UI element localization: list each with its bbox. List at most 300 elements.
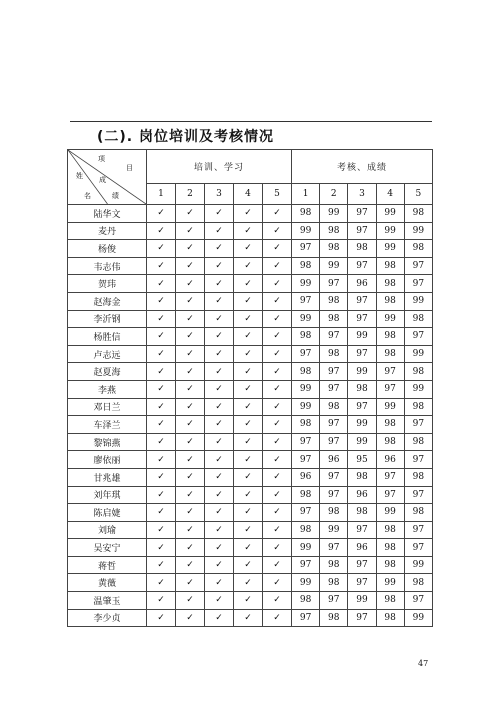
assessment-score: 98: [320, 609, 348, 627]
training-header: 培训、学习: [147, 150, 292, 184]
table-row: [68, 292, 433, 310]
training-check: [263, 240, 292, 258]
employee-name: 温肇玉: [68, 592, 147, 610]
assessment-score: 99: [320, 257, 348, 275]
checkmark-icon: ✓: [215, 296, 223, 307]
checkmark-icon: ✓: [273, 437, 281, 448]
training-check: [205, 380, 234, 398]
assessment-score: 97: [404, 486, 432, 504]
training-check: [205, 468, 234, 486]
assessment-score: 98: [292, 257, 320, 275]
assessment-score: 98: [348, 504, 376, 522]
corner-item-char-2: 目: [126, 164, 133, 172]
assessment-score: 97: [348, 521, 376, 539]
assessment-score: 98: [376, 609, 404, 627]
checkmark-icon: ✓: [157, 208, 165, 219]
training-check: [176, 416, 205, 434]
assessment-score: 98: [320, 504, 348, 522]
training-check: [263, 345, 292, 363]
checkmark-icon: ✓: [273, 261, 281, 272]
training-check: [176, 310, 205, 328]
assessment-score: 98: [320, 292, 348, 310]
checkmark-icon: ✓: [273, 612, 281, 623]
checkmark-icon: ✓: [215, 524, 223, 535]
checkmark-icon: ✓: [186, 595, 194, 606]
training-check: [147, 609, 176, 627]
checkmark-icon: ✓: [273, 560, 281, 571]
checkmark-icon: ✓: [215, 489, 223, 500]
training-check: [205, 592, 234, 610]
training-check: [147, 539, 176, 557]
training-check: [234, 380, 263, 398]
checkmark-icon: ✓: [157, 331, 165, 342]
checkmark-icon: ✓: [244, 489, 252, 500]
checkmark-icon: ✓: [215, 243, 223, 254]
assessment-score: 98: [292, 592, 320, 610]
assessment-score: 99: [376, 205, 404, 223]
checkmark-icon: ✓: [186, 419, 194, 430]
training-check: [205, 363, 234, 381]
assessment-score: 97: [320, 468, 348, 486]
checkmark-icon: ✓: [273, 489, 281, 500]
assessment-score: 97: [320, 416, 348, 434]
training-check: [234, 504, 263, 522]
training-check: [176, 240, 205, 258]
assessment-score: 97: [404, 328, 432, 346]
training-check: [176, 609, 205, 627]
training-check: [176, 486, 205, 504]
employee-name: 李燕: [68, 380, 147, 398]
assessment-score: 99: [376, 240, 404, 258]
training-check: [176, 433, 205, 451]
assessment-score: 97: [292, 292, 320, 310]
training-check: [263, 363, 292, 381]
checkmark-icon: ✓: [215, 595, 223, 606]
training-check: [263, 433, 292, 451]
checkmark-icon: ✓: [157, 437, 165, 448]
table-row: [68, 275, 433, 293]
checkmark-icon: ✓: [157, 366, 165, 377]
assessment-score: 97: [320, 275, 348, 293]
assessment-score: 98: [320, 240, 348, 258]
assessment-score: 97: [404, 257, 432, 275]
table-row: [68, 257, 433, 275]
training-check: [263, 257, 292, 275]
assessment-score: 97: [404, 451, 432, 469]
checkmark-icon: ✓: [186, 243, 194, 254]
assessment-score: 97: [376, 363, 404, 381]
training-check: [147, 398, 176, 416]
checkmark-icon: ✓: [273, 366, 281, 377]
checkmark-icon: ✓: [244, 331, 252, 342]
training-check: [234, 275, 263, 293]
employee-name: 车泽兰: [68, 416, 147, 434]
table-row: [68, 205, 433, 223]
table-row: [68, 609, 433, 627]
corner-score-char-1: 成: [99, 176, 106, 184]
assessment-score: 98: [404, 504, 432, 522]
employee-name: 甘兆雄: [68, 468, 147, 486]
section-title: (二). 岗位培训及考核情况: [97, 129, 274, 145]
assessment-score: 98: [376, 345, 404, 363]
assessment-score: 99: [320, 205, 348, 223]
assessment-score: 98: [404, 574, 432, 592]
table-row: [68, 574, 433, 592]
training-check: [263, 574, 292, 592]
checkmark-icon: ✓: [157, 401, 165, 412]
training-col-header: 4: [234, 184, 263, 205]
assessment-score: 98: [404, 205, 432, 223]
assessment-col-header: 4: [376, 184, 404, 205]
training-check: [176, 222, 205, 240]
checkmark-icon: ✓: [244, 577, 252, 588]
table-row: [68, 310, 433, 328]
table-row: [68, 451, 433, 469]
checkmark-icon: ✓: [244, 384, 252, 395]
checkmark-icon: ✓: [244, 278, 252, 289]
table-row: [68, 521, 433, 539]
training-col-header: 1: [147, 184, 176, 205]
assessment-score: 99: [404, 292, 432, 310]
training-check: [147, 310, 176, 328]
training-check: [234, 451, 263, 469]
assessment-score: 98: [320, 556, 348, 574]
checkmark-icon: ✓: [215, 401, 223, 412]
training-assessment-table: [67, 149, 433, 627]
checkmark-icon: ✓: [215, 208, 223, 219]
assessment-score: 99: [292, 574, 320, 592]
training-check: [234, 205, 263, 223]
training-check: [263, 222, 292, 240]
training-check: [234, 433, 263, 451]
assessment-score: 98: [320, 574, 348, 592]
training-check: [234, 574, 263, 592]
training-check: [147, 205, 176, 223]
checkmark-icon: ✓: [215, 560, 223, 571]
assessment-score: 99: [376, 574, 404, 592]
training-check: [234, 609, 263, 627]
checkmark-icon: ✓: [186, 454, 194, 465]
checkmark-icon: ✓: [244, 313, 252, 324]
training-check: [205, 539, 234, 557]
checkmark-icon: ✓: [215, 542, 223, 553]
checkmark-icon: ✓: [157, 454, 165, 465]
table-row: [68, 468, 433, 486]
checkmark-icon: ✓: [157, 419, 165, 430]
checkmark-icon: ✓: [186, 472, 194, 483]
assessment-score: 95: [348, 451, 376, 469]
assessment-score: 98: [292, 416, 320, 434]
assessment-score: 97: [348, 574, 376, 592]
corner-score-char-2: 绩: [112, 192, 119, 200]
employee-name: 陈启婕: [68, 504, 147, 522]
table-row: [68, 433, 433, 451]
checkmark-icon: ✓: [244, 261, 252, 272]
checkmark-icon: ✓: [244, 612, 252, 623]
training-check: [263, 504, 292, 522]
checkmark-icon: ✓: [215, 313, 223, 324]
training-check: [263, 592, 292, 610]
employee-name: 蒋哲: [68, 556, 147, 574]
training-check: [147, 416, 176, 434]
employee-name: 贺玮: [68, 275, 147, 293]
checkmark-icon: ✓: [186, 437, 194, 448]
employee-name: 廖依丽: [68, 451, 147, 469]
checkmark-icon: ✓: [215, 454, 223, 465]
training-check: [263, 310, 292, 328]
assessment-score: 97: [292, 345, 320, 363]
assessment-score: 98: [320, 222, 348, 240]
training-check: [176, 539, 205, 557]
assessment-score: 98: [404, 240, 432, 258]
checkmark-icon: ✓: [273, 296, 281, 307]
training-check: [205, 398, 234, 416]
checkmark-icon: ✓: [244, 243, 252, 254]
table-row: [68, 504, 433, 522]
training-check: [147, 345, 176, 363]
assessment-col-header: 2: [320, 184, 348, 205]
training-check: [176, 521, 205, 539]
checkmark-icon: ✓: [273, 225, 281, 236]
assessment-score: 98: [376, 275, 404, 293]
training-check: [234, 292, 263, 310]
checkmark-icon: ✓: [215, 437, 223, 448]
checkmark-icon: ✓: [215, 507, 223, 518]
checkmark-icon: ✓: [157, 472, 165, 483]
checkmark-icon: ✓: [215, 225, 223, 236]
training-check: [176, 574, 205, 592]
assessment-score: 99: [292, 310, 320, 328]
checkmark-icon: ✓: [186, 489, 194, 500]
checkmark-icon: ✓: [244, 401, 252, 412]
training-check: [234, 398, 263, 416]
training-check: [147, 292, 176, 310]
training-check: [147, 486, 176, 504]
employee-name: 赵夏海: [68, 363, 147, 381]
training-check: [234, 328, 263, 346]
assessment-score: 99: [376, 398, 404, 416]
training-check: [176, 257, 205, 275]
training-check: [147, 275, 176, 293]
table-row: [68, 539, 433, 557]
table-row: [68, 345, 433, 363]
checkmark-icon: ✓: [244, 472, 252, 483]
checkmark-icon: ✓: [186, 208, 194, 219]
employee-name: 邓日兰: [68, 398, 147, 416]
training-check: [205, 257, 234, 275]
assessment-score: 98: [376, 292, 404, 310]
training-check: [147, 556, 176, 574]
checkmark-icon: ✓: [186, 612, 194, 623]
training-check: [205, 205, 234, 223]
checkmark-icon: ✓: [215, 349, 223, 360]
checkmark-icon: ✓: [157, 612, 165, 623]
checkmark-icon: ✓: [244, 349, 252, 360]
employee-name: 韦志伟: [68, 257, 147, 275]
checkmark-icon: ✓: [186, 313, 194, 324]
assessment-score: 97: [348, 310, 376, 328]
assessment-score: 96: [348, 539, 376, 557]
assessment-score: 98: [292, 363, 320, 381]
training-check: [234, 310, 263, 328]
training-col-header: 5: [263, 184, 292, 205]
training-check: [205, 275, 234, 293]
checkmark-icon: ✓: [273, 208, 281, 219]
assessment-score: 96: [376, 451, 404, 469]
checkmark-icon: ✓: [157, 349, 165, 360]
training-check: [263, 539, 292, 557]
assessment-score: 96: [320, 451, 348, 469]
checkmark-icon: ✓: [273, 595, 281, 606]
training-check: [205, 574, 234, 592]
assessment-score: 97: [348, 556, 376, 574]
training-check: [234, 222, 263, 240]
employee-name: 杨胜信: [68, 328, 147, 346]
assessment-score: 98: [348, 468, 376, 486]
training-check: [147, 363, 176, 381]
training-check: [176, 275, 205, 293]
checkmark-icon: ✓: [157, 489, 165, 500]
training-check: [176, 328, 205, 346]
checkmark-icon: ✓: [215, 261, 223, 272]
assessment-score: 98: [404, 363, 432, 381]
training-check: [234, 468, 263, 486]
checkmark-icon: ✓: [215, 384, 223, 395]
checkmark-icon: ✓: [186, 524, 194, 535]
training-check: [263, 451, 292, 469]
training-check: [176, 468, 205, 486]
assessment-score: 97: [348, 345, 376, 363]
assessment-score: 97: [348, 609, 376, 627]
training-check: [263, 205, 292, 223]
assessment-score: 96: [348, 275, 376, 293]
assessment-score: 99: [376, 504, 404, 522]
training-check: [176, 345, 205, 363]
checkmark-icon: ✓: [215, 331, 223, 342]
assessment-score: 98: [320, 310, 348, 328]
assessment-score: 97: [320, 380, 348, 398]
assessment-score: 99: [292, 539, 320, 557]
training-check: [176, 205, 205, 223]
assessment-score: 97: [404, 539, 432, 557]
training-check: [234, 539, 263, 557]
checkmark-icon: ✓: [215, 366, 223, 377]
training-check: [205, 556, 234, 574]
corner-name-char-2: 名: [84, 192, 91, 200]
training-check: [205, 451, 234, 469]
employee-name: 赵海金: [68, 292, 147, 310]
training-check: [205, 345, 234, 363]
employee-name: 吴安宁: [68, 539, 147, 557]
training-check: [205, 240, 234, 258]
assessment-score: 97: [320, 486, 348, 504]
assessment-score: 97: [292, 556, 320, 574]
checkmark-icon: ✓: [244, 542, 252, 553]
training-check: [205, 292, 234, 310]
assessment-score: 97: [292, 609, 320, 627]
assessment-score: 99: [404, 556, 432, 574]
checkmark-icon: ✓: [244, 507, 252, 518]
table-row: [68, 240, 433, 258]
checkmark-icon: ✓: [186, 349, 194, 360]
checkmark-icon: ✓: [186, 366, 194, 377]
checkmark-icon: ✓: [157, 243, 165, 254]
assessment-header: 考核、成绩: [292, 150, 433, 184]
employee-name: 李少贞: [68, 609, 147, 627]
assessment-score: 97: [404, 592, 432, 610]
assessment-score: 98: [376, 416, 404, 434]
checkmark-icon: ✓: [186, 542, 194, 553]
assessment-score: 98: [292, 521, 320, 539]
employee-name: 刘年琪: [68, 486, 147, 504]
training-check: [234, 257, 263, 275]
checkmark-icon: ✓: [273, 401, 281, 412]
assessment-score: 99: [320, 521, 348, 539]
training-check: [234, 521, 263, 539]
table-row: [68, 328, 433, 346]
training-check: [263, 328, 292, 346]
assessment-score: 99: [292, 222, 320, 240]
checkmark-icon: ✓: [157, 261, 165, 272]
table-row: [68, 363, 433, 381]
assessment-score: 97: [320, 363, 348, 381]
assessment-score: 99: [292, 380, 320, 398]
training-check: [263, 521, 292, 539]
assessment-score: 99: [348, 592, 376, 610]
assessment-score: 97: [292, 451, 320, 469]
assessment-score: 97: [348, 398, 376, 416]
training-check: [263, 380, 292, 398]
training-check: [263, 398, 292, 416]
checkmark-icon: ✓: [157, 296, 165, 307]
training-check: [176, 451, 205, 469]
assessment-score: 99: [404, 345, 432, 363]
assessment-score: 97: [348, 222, 376, 240]
employee-name: 黄薇: [68, 574, 147, 592]
training-check: [234, 592, 263, 610]
employee-name: 麦丹: [68, 222, 147, 240]
assessment-score: 98: [292, 328, 320, 346]
table-row: [68, 486, 433, 504]
assessment-score: 97: [320, 539, 348, 557]
assessment-score: 98: [376, 556, 404, 574]
training-check: [147, 328, 176, 346]
checkmark-icon: ✓: [244, 524, 252, 535]
assessment-score: 99: [348, 363, 376, 381]
training-check: [234, 345, 263, 363]
training-check: [176, 380, 205, 398]
checkmark-icon: ✓: [244, 419, 252, 430]
checkmark-icon: ✓: [273, 419, 281, 430]
assessment-score: 99: [404, 380, 432, 398]
assessment-score: 98: [292, 486, 320, 504]
assessment-score: 98: [376, 592, 404, 610]
checkmark-icon: ✓: [273, 454, 281, 465]
corner-item-char-1: 项: [98, 155, 105, 163]
assessment-score: 98: [376, 257, 404, 275]
assessment-score: 97: [348, 292, 376, 310]
checkmark-icon: ✓: [273, 384, 281, 395]
training-check: [147, 222, 176, 240]
assessment-score: 98: [404, 468, 432, 486]
checkmark-icon: ✓: [273, 542, 281, 553]
assessment-score: 98: [376, 539, 404, 557]
checkmark-icon: ✓: [186, 261, 194, 272]
page-number: 47: [418, 659, 429, 668]
checkmark-icon: ✓: [273, 472, 281, 483]
assessment-score: 98: [376, 521, 404, 539]
training-check: [205, 609, 234, 627]
